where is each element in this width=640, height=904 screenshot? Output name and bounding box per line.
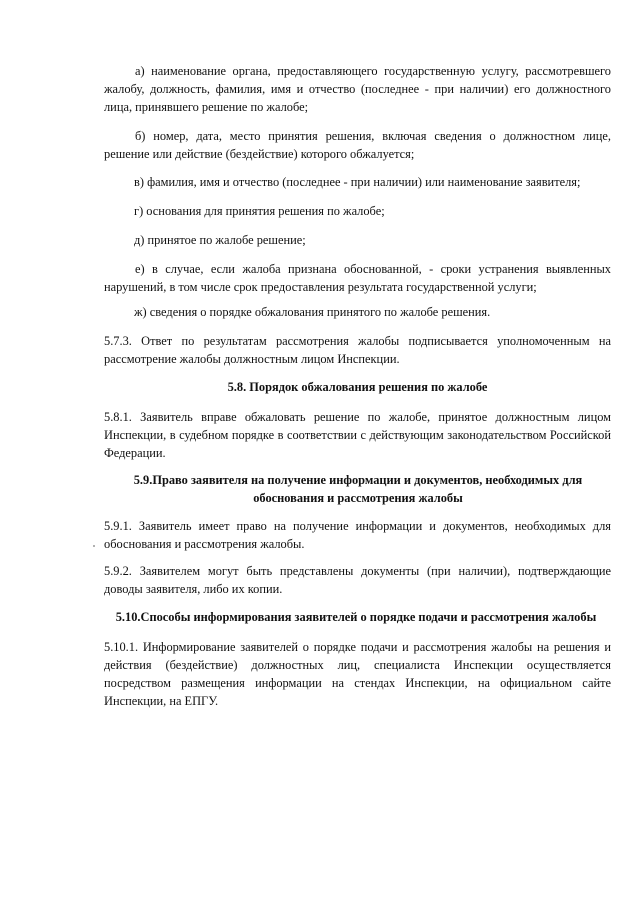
- paragraph-5-10-1: 5.10.1. Информирование заявителей о порядке подачи и рассмотрения жалобы на решения и действия (бездействие) должностных лиц, специалиста Инспекции осуществляется посредством размещения информации на стендах Инспекции, на официальном сайте Инспекции, на ЕПГУ.: [104, 640, 611, 708]
- paragraph-d: д) принятое по жалобе решение;: [134, 233, 306, 247]
- scan-speck: [93, 545, 95, 547]
- paragraph-zh: ж) сведения о порядке обжалования принятого по жалобе решения.: [134, 305, 491, 319]
- paragraph-a: а) наименование органа, предоставляющего государственную услугу, рассмотревшего жалобу, должность, фамилия, имя и отчество (последнее - при наличии) его должностного лица, принявшего решение по жалобе;: [104, 64, 611, 114]
- paragraph-5-9-2: 5.9.2. Заявителем могут быть представлены документы (при наличии), подтверждающие доводы заявителя, либо их копии.: [104, 564, 611, 596]
- paragraph-5-8-1: 5.8.1. Заявитель вправе обжаловать решение по жалобе, принятое должностным лицом Инспекции, в судебном порядке в соответствии с действующим законодательством Российской Федерации.: [104, 410, 611, 460]
- paragraph-5-9-1: 5.9.1. Заявитель имеет право на получение информации и документов, необходимых для обоснования и рассмотрения жалобы.: [104, 519, 611, 551]
- section-heading-5-10: 5.10.Способы информирования заявителей о порядке подачи и рассмотрения жалобы: [115, 610, 597, 624]
- paragraph-e: е) в случае, если жалоба признана обоснованной, - сроки устранения выявленных нарушений, в том числе срок предоставления результата государственной услуги;: [104, 262, 611, 294]
- paragraph-5-7-3: 5.7.3. Ответ по результатам рассмотрения жалобы подписывается уполномоченным на рассмотрение жалобы должностным лицом Инспекции.: [104, 334, 611, 366]
- paragraph-v: в) фамилия, имя и отчество (последнее - при наличии) или наименование заявителя;: [134, 175, 581, 189]
- paragraph-b: б) номер, дата, место принятия решения, включая сведения о должностном лице, решение или действие (бездействие) которого обжалуется;: [104, 129, 611, 161]
- section-heading-5-9: 5.9.Право заявителя на получение информации и документов, необходимых для обоснования и рассмотрения жалобы: [133, 473, 583, 505]
- paragraph-g: г) основания для принятия решения по жалобе;: [134, 204, 385, 218]
- section-heading-5-8: 5.8. Порядок обжалования решения по жалобе: [227, 380, 488, 394]
